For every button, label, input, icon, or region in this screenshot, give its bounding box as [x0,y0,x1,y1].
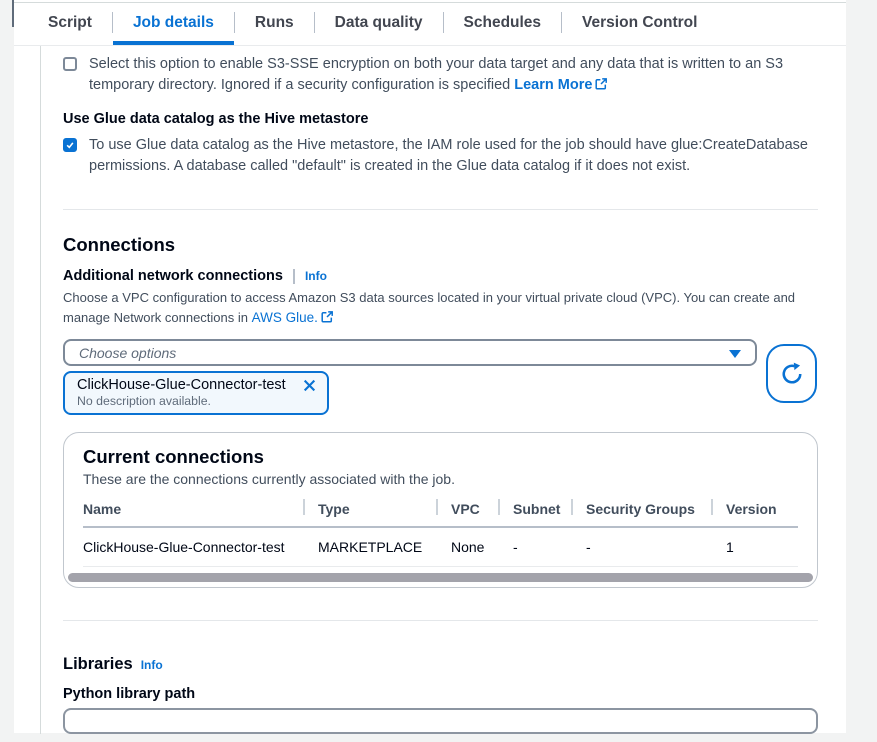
python-library-path-label: Python library path [63,686,196,702]
column-header-version[interactable]: Version [711,497,798,527]
section-divider [63,209,818,210]
hive-metastore-label: To use Glue data catalog as the Hive metastore, the IAM role used for the job should have glue:CreateDatabase permissions. A database called "default" is created in the Glue data catalog if it does not exist. [89,137,808,174]
chevron-down-icon [729,350,741,358]
connections-description [63,288,831,329]
libraries-heading: Libraries [63,655,133,673]
s3-sse-text: Select this option to enable S3-SSE encryption on both your data target and any data that is written to an S3 temporary directory. Ignored if a security configuration is specified [89,56,784,93]
connection-token-label: ClickHouse-Glue-Connector-test [77,377,286,393]
cell-name: ClickHouse-Glue-Connector-test [83,527,303,567]
select-placeholder: Choose options [79,344,177,361]
additional-network-connections-row [63,268,846,284]
libraries-heading-row [63,655,846,674]
cell-type: MARKETPLACE [303,527,436,567]
current-connections-subtitle: These are the connections currently associated with the job. [83,471,455,487]
hive-metastore-option [63,135,815,177]
learn-more-link[interactable]: Learn More [514,77,593,93]
tab-bar [14,0,846,46]
dismiss-token-icon[interactable] [302,378,317,393]
current-connections-card [63,432,818,588]
s3-sse-checkbox[interactable] [63,57,77,71]
label-divider [293,269,295,284]
horizontal-scrollbar[interactable] [68,573,813,582]
cell-vpc: None [436,527,498,567]
job-details-content [40,46,846,734]
column-header-name[interactable]: Name [83,497,303,527]
external-link-icon [595,76,607,97]
column-header-type[interactable]: Type [303,497,436,527]
column-header-vpc[interactable]: VPC [436,497,498,527]
tab-version-control[interactable]: Version Control [582,13,698,31]
tab-job-details[interactable]: Job details [113,0,234,45]
refresh-button[interactable] [766,344,817,403]
connections-table [83,497,798,567]
connection-token-description: No description available. [77,394,211,408]
s3-sse-label [89,54,815,97]
cell-version: 1 [711,527,798,567]
connections-select-row [63,339,846,415]
additional-network-connections-label: Additional network connections [63,268,283,284]
column-header-subnet[interactable]: Subnet [498,497,571,527]
hive-metastore-checkbox[interactable] [63,138,77,152]
current-connections-title: Current connections [83,446,264,467]
python-library-path-input[interactable] [63,708,818,734]
table-row [83,527,798,567]
check-icon [65,139,75,151]
aws-glue-link[interactable]: AWS Glue. [251,310,318,325]
column-header-security-groups[interactable]: Security Groups [571,497,711,527]
connections-description-text: Choose a VPC configuration to access Amazon S3 data sources located in your virtual private cloud (VPC). You can create and manage Network connections in [63,290,796,325]
cell-subnet: - [498,527,571,567]
hive-metastore-heading: Use Glue data catalog as the Hive metastore [63,111,369,127]
connections-heading: Connections [63,234,176,255]
tab-data-quality[interactable]: Data quality [334,13,423,31]
tab-script[interactable]: Script [48,13,92,31]
connections-select[interactable] [63,339,757,366]
table-header-row [83,497,798,527]
external-link-icon [321,309,333,329]
refresh-icon [780,362,804,386]
cell-security-groups: - [571,527,711,567]
job-panel [14,0,846,733]
tab-runs[interactable]: Runs [254,13,294,31]
libraries-info-link[interactable]: Info [140,658,163,672]
tab-schedules[interactable]: Schedules [463,13,542,31]
connections-info-link[interactable]: Info [304,269,327,283]
connection-token [63,371,329,415]
section-divider [63,620,818,621]
s3-sse-option [63,54,815,97]
